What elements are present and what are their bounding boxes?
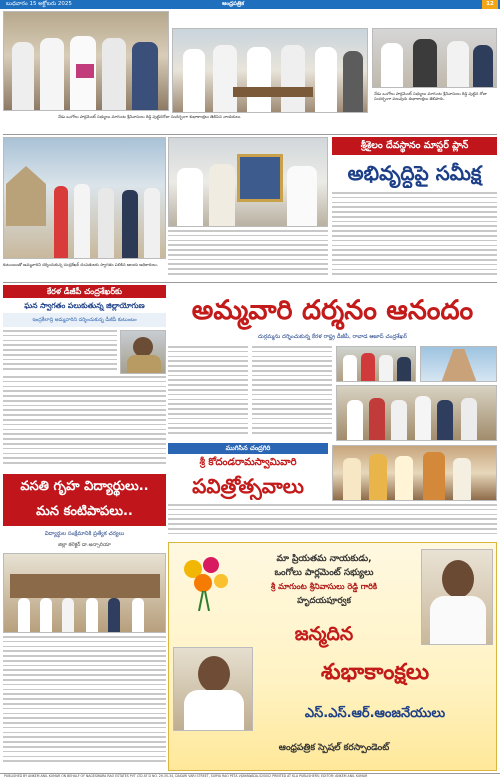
photo-greeting-right [372,28,497,88]
photo-greeting-middle [172,28,368,113]
students-byline-text: జిల్లా కలెక్టర్ డా.అన్సారియా [58,542,111,548]
page-header [0,0,500,9]
students-article [3,636,166,771]
pavitrotsavam-deck [168,455,328,471]
students-headline-line1: వసతి గృహ విద్యార్థులు.. [20,479,149,494]
pavitrotsavam-headline-text: పవిత్రోత్సవాలు [192,474,304,498]
photo-temple-visit [3,137,166,259]
ad-line-4: హృదయపూర్వక [297,596,351,606]
issue-date: బుధవారం 15 అక్టోబరు 2025 [6,1,72,7]
srisailam-article [332,192,497,280]
pavitrotsavam-kicker [168,443,328,454]
caption-top-left: నేడు ఒంగోలు పార్లమెంట్ సభ్యులు మాగుంట శ్రీనివాసులు రెడ్డి పుట్టినరోజు సందర్భంగా శుభాకాంక్షలు తెలిపిన నాయకులు. [58,114,242,119]
kerala-deck [3,313,166,327]
flower-bouquet-icon [175,551,235,611]
students-deck-text: విద్యార్థుల సంక్షేమానికి ప్రత్యేక చర్యలు [44,531,125,537]
ad-line-3: శ్రీ మాగుంట శ్రీనివాసులు రెడ్డి గారికి [270,582,378,591]
photo-temple-gopuram [420,346,497,382]
students-headline-line2: మన కంటిపాపలు.. [36,504,133,519]
photo-greeting-left [3,11,169,111]
ammavari-article-middle [252,346,332,441]
photo-dgp-officer [120,330,166,374]
srisailam-tag [332,137,497,155]
ad-line-1: మా ప్రియతమ నాయకుడు, [276,554,372,564]
photo-students-hall [3,553,166,633]
kerala-subtitle [3,299,166,312]
kerala-article-continued [3,376,166,471]
ad-headline-2: శుభాకాంక్షలు [320,660,430,685]
srisailam-article-left [168,230,328,280]
pavitrotsavam-kicker-text: ముగిసిన చంద్రగిరి [225,444,271,452]
srisailam-headline-text: అభివృద్ధిపై సమీక్ష [347,161,482,185]
srisailam-tag-text: శ్రీశైలం దేవస్థానం మాస్టర్ ప్లాన్ [360,140,469,151]
ammavari-subhead [168,332,497,342]
page-number: 12 [482,0,498,9]
birthday-ad [168,542,497,771]
kerala-subtitle-text: ఘన స్వాగతం పలుకుతున్న జిల్లాయోగుణ [24,301,145,310]
ammavari-article-left [168,346,248,441]
ad-sender-designation: ఆంధ్రపత్రిక స్పెషల్ కరస్పాండెంట్ [278,743,390,753]
photo-ammavari-group [336,346,416,382]
page-footer: PUBLISHED BY ANKEM ANIL KUMAR ON BEHALF OF NAGESWARA RAO ESTATES PVT LTD AT D NO. 29-35-34, DASARI VARI STREET, SURYA RAO PETA VIJAYAWADA-520002 PRINTED AT KLA PUBLISHERS; EDITOR: ANKEM ANIL KUMAR [0,773,500,782]
ammavari-subhead-text: దుర్గమ్మను దర్శించుకున్న కేరళ రాష్ట్ర డీజీపీ, రావాడ ఆజాద్ చంద్రశేఖర్ [257,334,408,340]
caption-temple-visit: కుటుంబంతో అమ్మవారిని దర్శించుకున్న చంద్రశేఖర్ దంపతులకు స్వాగతం పలికిన ఆలయ అధికారులు. [3,262,158,267]
sender-portrait [173,647,253,731]
kerala-title [3,285,166,298]
ammavari-headline-text: అమ్మవారి దర్శనం ఆనందం [191,295,474,326]
students-headline [3,474,166,526]
kerala-deck-text: ఇంద్రకీలాద్రి అమ్మవారిని దర్శించుకున్న డీజీపీ కుటుంబం [32,317,137,323]
ad-sender-name: ఎస్.ఎస్.ఆర్.ఆంజనేయులు [304,706,446,721]
photo-ammavari-darshan [336,385,497,441]
ammavari-headline [168,292,497,330]
kerala-title-text: కేరళ డీజీపీ చంద్రశేఖర్‌కు [46,287,123,296]
caption-top-right: నేడు ఒంగోలు పార్లమెంట్ సభ్యులు మాగుంట శ్రీనివాసులు రెడ్డి పుట్టిన రోజు సందర్భంగా పలువురు శుభాకాంక్షలు తెలిపారు. [374,91,487,102]
srisailam-headline [332,158,497,188]
photo-srisailam-review [168,137,328,227]
ad-headline-1: జన్మదిన [294,623,354,645]
students-deck [3,529,166,539]
kerala-article [3,330,117,374]
masthead: ఆంధ్రపత్రిక [222,1,245,7]
ad-line-2: ఒంగోలు పార్లమెంట్ సభ్యులు [274,568,374,578]
pavitrotsavam-deck-text: శ్రీ కోదండరామస్వామివారి [199,457,297,468]
pavitrotsavam-headline [168,472,328,500]
leader-portrait [421,549,493,645]
photo-pavitrotsavam [332,445,497,501]
students-byline [3,540,166,550]
pavitrotsavam-article [168,504,497,540]
